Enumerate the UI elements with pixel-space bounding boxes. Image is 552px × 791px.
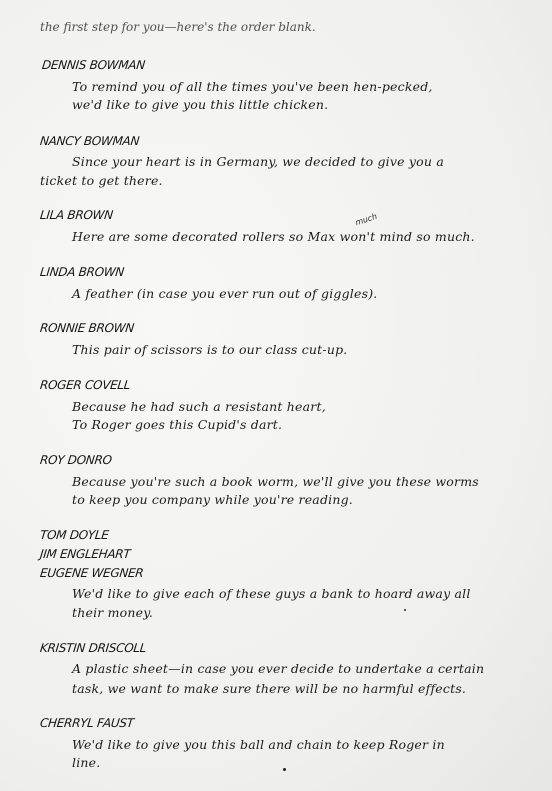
entry-line: line. [72, 755, 101, 770]
entry-name: ROY DONRO [39, 453, 113, 467]
entry-name: CHERRYL FAUST [39, 716, 135, 730]
entry-name: JIM ENGLEHART [39, 547, 132, 561]
entry-name: LINDA BROWN [39, 265, 125, 279]
entry-line: Since your heart is in Germany, we decided to give you a [72, 154, 444, 169]
entry-line: task, we want to make sure there will be no harmful effects. [72, 681, 467, 696]
entry-name: ROGER COVELL [39, 378, 131, 392]
entry-line: A plastic sheet—in case you ever decide to undertake a certain [72, 661, 485, 676]
entry-name: KRISTIN DRISCOLL [39, 641, 147, 655]
entry-line: We'd like to give you this ball and chain to keep Roger in [72, 737, 445, 752]
entry-line: To Roger goes this Cupid's dart. [72, 417, 283, 432]
entry-line: This pair of scissors is to our class cut-up. [72, 342, 348, 357]
handwritten-insert: much [354, 211, 379, 228]
entry-name: RONNIE BROWN [39, 321, 135, 335]
entry-line: Because you're such a book worm, we'll give you these worms [72, 474, 479, 489]
top-line: the first step for you—here's the order blank. [40, 20, 316, 34]
entry-line: to keep you company while you're reading. [72, 492, 353, 507]
paper-speck [283, 768, 286, 771]
entry-name: TOM DOYLE [39, 528, 110, 542]
entry-line: ticket to get there. [40, 173, 163, 188]
entry-line: we'd like to give you this little chicken. [72, 97, 329, 112]
entry-line: Here are some decorated rollers so Max won't mind so much. [72, 229, 475, 244]
entry-name: LILA BROWN [39, 208, 114, 222]
entry-name: DENNIS BOWMAN [41, 58, 146, 72]
entry-line: A feather (in case you ever run out of giggles). [72, 286, 378, 301]
entry-name: EUGENE WEGNER [39, 566, 145, 580]
entry-line: We'd like to give each of these guys a bank to hoard away all [72, 586, 471, 601]
entry-line: their money. [72, 605, 154, 620]
entry-line: To remind you of all the times you've been hen-pecked, [72, 79, 433, 94]
entry-line: Because he had such a resistant heart, [72, 399, 326, 414]
entry-name: NANCY BOWMAN [39, 134, 140, 148]
paper-speck [404, 609, 406, 611]
